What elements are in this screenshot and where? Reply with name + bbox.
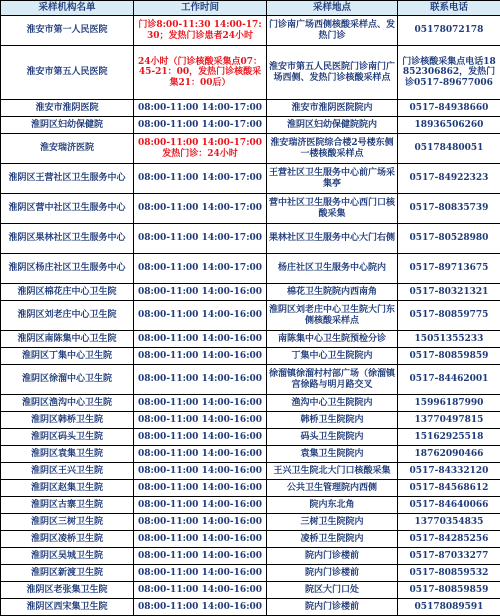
sampling-site-cell: 渔沟中心卫生院院内	[267, 395, 398, 412]
table-row	[1, 365, 500, 395]
contact-phone-cell: 13770497815	[398, 412, 500, 429]
table-row	[1, 412, 500, 429]
table-row	[1, 331, 500, 348]
sampling-site-cell: 院内门诊楼前	[267, 548, 398, 565]
table-row	[1, 117, 500, 134]
contact-phone-cell: 15162925518	[398, 429, 500, 446]
work-hours-cell: 08:00-11:00 14:00-16:00	[134, 548, 267, 565]
sampling-site-cell: 杨庄社区卫生服务中心院内	[267, 254, 398, 284]
work-hours-cell: 08:00-11:00 14:00-17:00	[134, 194, 267, 224]
contact-phone-cell: 05178089591	[398, 599, 500, 616]
contact-phone-cell: 0517-87033277	[398, 548, 500, 565]
header-cell: 采样机构名单	[1, 1, 134, 16]
work-hours-cell: 08:00-11:00 14:00-16:00	[134, 531, 267, 548]
sampling-site-cell: 淮安瑞济医院综合楼2号楼东侧一楼核酸采样点	[267, 134, 398, 164]
institution-name-cell: 淮阴区袁集卫生院	[1, 446, 134, 463]
institution-name-cell: 淮阴区营中社区卫生服务中心	[1, 194, 134, 224]
institution-name-cell: 淮安瑞济医院	[1, 134, 134, 164]
work-hours-cell: 08:00-11:00 14:00-16:00	[134, 348, 267, 365]
header-row	[1, 1, 500, 16]
sampling-site-cell: 淮安市第五人民医院门诊南门广场西侧、发热门诊核酸采样点	[267, 46, 398, 100]
table-row	[1, 301, 500, 331]
table-row	[1, 16, 500, 46]
table-row	[1, 497, 500, 514]
table-row	[1, 100, 500, 117]
contact-phone-cell: 0517-84640066	[398, 497, 500, 514]
sampling-site-cell: 徐溜镇徐溜村村部广场（徐溜镇宫徐路与明月路交叉	[267, 365, 398, 395]
contact-phone-cell: 0517-84332120	[398, 463, 500, 480]
contact-phone-cell: 15051355233	[398, 331, 500, 348]
institution-name-cell: 淮阴区西宋集卫生院	[1, 599, 134, 616]
table-row	[1, 194, 500, 224]
institution-name-cell: 淮阴区渔沟中心卫生院	[1, 395, 134, 412]
table-row	[1, 348, 500, 365]
sampling-site-cell: 三树卫生院院内	[267, 514, 398, 531]
table-row	[1, 254, 500, 284]
work-hours-cell: 08:00-11:00 14:00-16:00	[134, 395, 267, 412]
institution-name-cell: 淮阴区吴城卫生院	[1, 548, 134, 565]
institution-name-cell: 淮阴区刘老庄中心卫生院	[1, 301, 134, 331]
institution-name-cell: 淮阴区妇幼保健院	[1, 117, 134, 134]
contact-phone-cell: 0517-84568612	[398, 480, 500, 497]
work-hours-cell: 08:00-11:00 14:00-16:00	[134, 412, 267, 429]
institution-name-cell: 淮阴区古寨卫生院	[1, 497, 134, 514]
institution-name-cell: 淮阴区徐溜中心卫生院	[1, 365, 134, 395]
table-row	[1, 446, 500, 463]
contact-phone-cell: 13770354835	[398, 514, 500, 531]
institution-name-cell: 淮阴区老张集卫生院	[1, 582, 134, 599]
sampling-site-cell: 王兴卫生院北大门口核酸采集	[267, 463, 398, 480]
institution-name-cell: 淮安市第五人民医院	[1, 46, 134, 100]
institution-name-cell: 淮阴区韩桥卫生院	[1, 412, 134, 429]
sampling-site-cell: 南陈集中心卫生院预检分诊	[267, 331, 398, 348]
table-row	[1, 284, 500, 301]
contact-phone-cell: 0517-80528980	[398, 224, 500, 254]
contact-phone-cell: 0517-84922323	[398, 164, 500, 194]
work-hours-cell: 08:00-11:00 14:00-16:00	[134, 365, 267, 395]
contact-phone-cell: 门诊核酸采集点电话18852306862，发热门诊0517-89677006	[398, 46, 500, 100]
work-hours-cell: 08:00-11:00 14:00-16:00	[134, 463, 267, 480]
institution-name-cell: 淮阴区果林社区卫生服务中心	[1, 224, 134, 254]
table-row	[1, 395, 500, 412]
sampling-site-cell: 门诊南广场西侧核酸采样点、发热门诊	[267, 16, 398, 46]
sampling-site-cell: 码头卫生院院内	[267, 429, 398, 446]
contact-phone-cell: 18936506260	[398, 117, 500, 134]
sampling-site-cell: 淮阴区刘老庄中心卫生院大门东侧核酸采样点	[267, 301, 398, 331]
header-cell: 工作时间	[134, 1, 267, 16]
work-hours-cell: 08:00-11:00 14:00-16:00	[134, 301, 267, 331]
sampling-site-cell: 王营社区卫生服务中心前广场采集亭	[267, 164, 398, 194]
institution-name-cell: 淮阴区棉花庄中心卫生院	[1, 284, 134, 301]
sampling-site-cell: 院区大门口处	[267, 582, 398, 599]
work-hours-cell: 08:00-11:00 14:00-16:00	[134, 565, 267, 582]
contact-phone-cell: 05178072178	[398, 16, 500, 46]
work-hours-cell: 08:00-11:00 14:00-16:00	[134, 331, 267, 348]
institution-name-cell: 淮阴区凌桥卫生院	[1, 531, 134, 548]
table-row	[1, 224, 500, 254]
work-hours-cell: 08:00-11:00 14:00-16:00	[134, 582, 267, 599]
work-hours-cell: 08:00-11:00 14:00-16:00	[134, 497, 267, 514]
institution-name-cell: 淮阴区新渡卫生院	[1, 565, 134, 582]
contact-phone-cell: 0517-80859775	[398, 301, 500, 331]
sampling-site-cell: 袁集卫生院院内	[267, 446, 398, 463]
table-row	[1, 582, 500, 599]
sampling-site-cell: 棉花卫生院院内西南角	[267, 284, 398, 301]
institution-name-cell: 淮阴区丁集中心卫生院	[1, 348, 134, 365]
sampling-site-cell: 院内东北角	[267, 497, 398, 514]
sampling-site-cell: 凌桥卫生院院内	[267, 531, 398, 548]
contact-phone-cell: 0517-84285256	[398, 531, 500, 548]
work-hours-cell: 08:00-11:00 14:00-16:00	[134, 514, 267, 531]
sampling-site-cell: 果林社区卫生服务中心大门右侧	[267, 224, 398, 254]
sampling-site-cell: 公共卫生管理院内西侧	[267, 480, 398, 497]
work-hours-cell: 08:00-11:00 14:00-17:00	[134, 164, 267, 194]
sampling-site-cell: 丁集中心卫生院院内	[267, 348, 398, 365]
table-row	[1, 565, 500, 582]
sampling-site-cell: 淮安市淮阴医院院内	[267, 100, 398, 117]
table-body	[1, 16, 500, 616]
contact-phone-cell: 0517-80321321	[398, 284, 500, 301]
table-row	[1, 46, 500, 100]
institution-name-cell: 淮安市第一人民医院	[1, 16, 134, 46]
work-hours-cell: 08:00-11:00 14:00-16:00	[134, 429, 267, 446]
work-hours-cell: 08:00-11:00 14:00-17:00 发热门诊：24小时	[134, 134, 267, 164]
work-hours-cell: 08:00-11:00 14:00-16:00	[134, 284, 267, 301]
contact-phone-cell: 0517-80835739	[398, 194, 500, 224]
contact-phone-cell: 0517-84938660	[398, 100, 500, 117]
work-hours-cell: 门诊8:00-11:30 14:00-17:30；发热门诊患者24小时	[134, 16, 267, 46]
table-row	[1, 599, 500, 616]
table-row	[1, 463, 500, 480]
contact-phone-cell: 0517-80859532	[398, 565, 500, 582]
table-row	[1, 164, 500, 194]
header-cell: 采样地点	[267, 1, 398, 16]
institution-name-cell: 淮阴区赵集卫生院	[1, 480, 134, 497]
sampling-site-cell: 院内门诊楼前	[267, 565, 398, 582]
institution-name-cell: 淮阴区南陈集中心卫生院	[1, 331, 134, 348]
work-hours-cell: 08:00-11:00 14:00-17:00	[134, 100, 267, 117]
contact-phone-cell: 15996187990	[398, 395, 500, 412]
contact-phone-cell: 0517-89713675	[398, 254, 500, 284]
institution-name-cell: 淮阴区码头卫生院	[1, 429, 134, 446]
work-hours-cell: 08:00-11:00 14:00-16:00	[134, 480, 267, 497]
institution-name-cell: 淮阴区杨庄社区卫生服务中心	[1, 254, 134, 284]
header-cell: 联系电话	[398, 1, 500, 16]
sampling-site-cell: 韩桥卫生院院内	[267, 412, 398, 429]
table-row	[1, 531, 500, 548]
work-hours-cell: 24小时（门诊核酸采集点07：45-21：00，发热门诊核酸采集21：00后）	[134, 46, 267, 100]
contact-phone-cell: 0517-80859859	[398, 582, 500, 599]
work-hours-cell: 08:00-11:00 14:00-16:00	[134, 446, 267, 463]
institution-name-cell: 淮阴区王兴卫生院	[1, 463, 134, 480]
table-row	[1, 134, 500, 164]
table-row	[1, 429, 500, 446]
sampling-site-cell: 院内门诊楼前	[267, 599, 398, 616]
work-hours-cell: 08:00-11:00 14:00-16:00	[134, 599, 267, 616]
sampling-site-cell: 淮阴区妇幼保健院院内	[267, 117, 398, 134]
work-hours-cell: 08:00-11:00 14:00-17:00	[134, 224, 267, 254]
institution-name-cell: 淮阴区王营社区卫生服务中心	[1, 164, 134, 194]
table-row	[1, 480, 500, 497]
institution-name-cell: 淮阴区三树卫生院	[1, 514, 134, 531]
contact-phone-cell: 05178480051	[398, 134, 500, 164]
table-row	[1, 514, 500, 531]
table-row	[1, 548, 500, 565]
contact-phone-cell: 0517-80859859	[398, 348, 500, 365]
contact-phone-cell: 0517-84462001	[398, 365, 500, 395]
work-hours-cell: 08:00-11:00 14:00-17:00	[134, 254, 267, 284]
work-hours-cell: 08:00-11:00 14:00-17:00	[134, 117, 267, 134]
contact-phone-cell: 18762090466	[398, 446, 500, 463]
sampling-site-cell: 营中社区卫生服务中心西门口核酸采集	[267, 194, 398, 224]
institution-name-cell: 淮安市淮阴医院	[1, 100, 134, 117]
